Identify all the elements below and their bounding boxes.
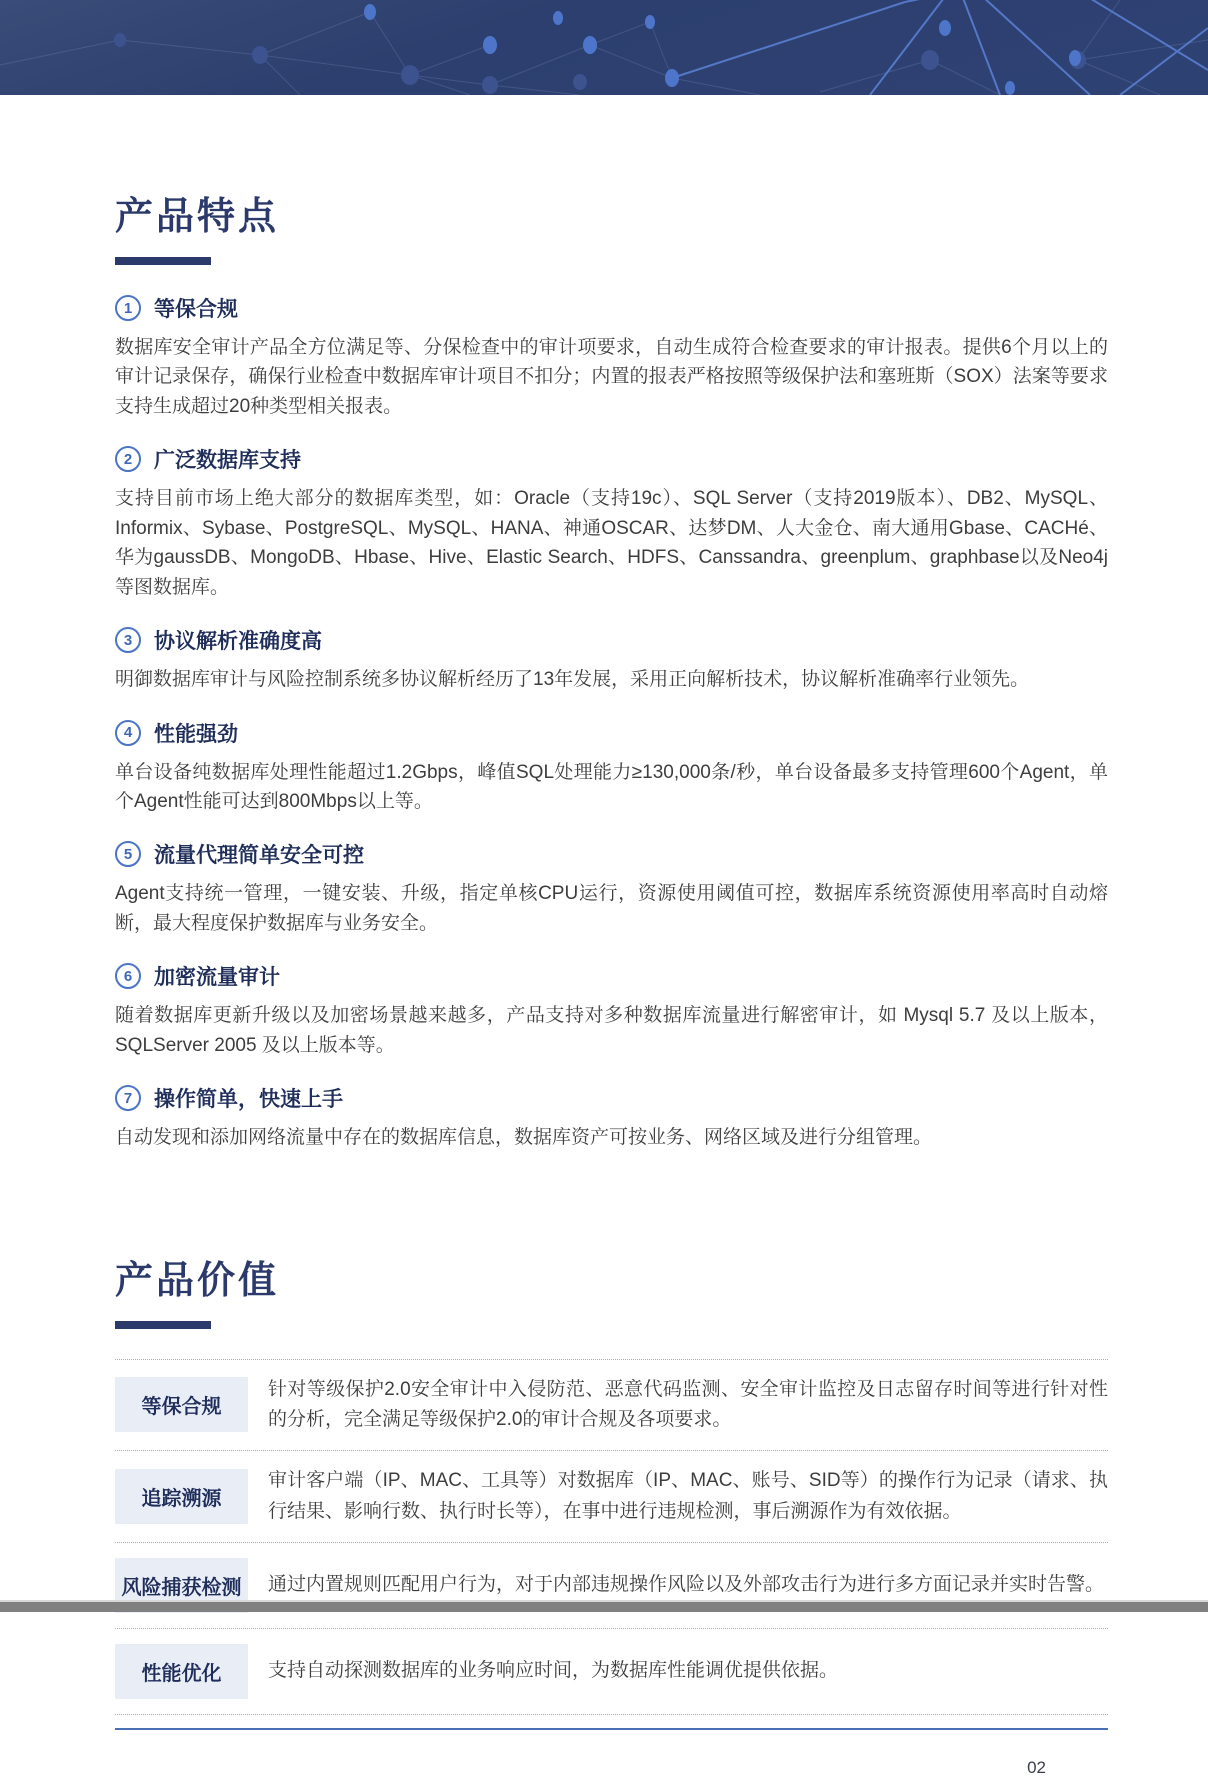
values-title-underline — [115, 1321, 211, 1329]
feature-heading — [115, 444, 1108, 474]
feature-heading — [115, 293, 1108, 323]
dotted-divider — [115, 1714, 1108, 1715]
values-table — [115, 1359, 1108, 1716]
feature-description: 数据库安全审计产品全方位满足等、分保检查中的审计项要求，自动生成符合检查要求的审计报表。提供6个月以上的审计记录保存，确保行业检查中数据库审计项目不扣分；内置的报表严格按照等级保护法和塞班斯（SOX）法案等要求支持生成超过20种类型相关报表。 — [115, 337, 1108, 417]
circled-number-icon: 2 — [115, 446, 141, 472]
value-row — [115, 1543, 1108, 1628]
feature-title: 等保合规 — [154, 298, 238, 321]
value-description: 针对等级保护2.0安全审计中入侵防范、恶意代码监测、安全审计监控及日志留存时间等进行针对性的分析，完全满足等级保护2.0的审计合规及各项要求。 — [268, 1378, 1108, 1430]
values-title: 产品价值 — [115, 1259, 280, 1302]
network-constellation-graphic — [0, 0, 1208, 95]
circled-number-icon: 5 — [115, 841, 141, 867]
value-label-badge: 等保合规 — [115, 1377, 248, 1432]
feature-title: 协议解析准确度高 — [154, 630, 322, 654]
bottom-rule — [115, 1728, 1108, 1730]
bottom-edge-strip — [0, 1600, 1208, 1612]
feature-title: 加密流量审计 — [154, 966, 280, 990]
value-row — [115, 1629, 1108, 1714]
feature-title: 性能强劲 — [154, 722, 238, 746]
feature-description: 支持目前市场上绝大部分的数据库类型，如：Oracle（支持19c）、SQL Server（支持2019版本）、DB2、MySQL、Informix、Sybase、PostgreSQL、MySQL、HANA、神通OSCAR、达梦DM、人大金仓、南大通用Gbase、CACHé、华为gaussDB、MongoDB、Hbase、Hive、Elastic Search、HDFS、Canssandra、greenplum、graphbase以及Neo4j等图数据库。 — [115, 488, 1108, 598]
feature-description: 随着数据库更新升级以及加密场景越来越多，产品支持对多种数据库流量进行解密审计，如 Mysql 5.7 及以上版本，SQLServer 2005 及以上版本等。 — [115, 1005, 1108, 1056]
value-label-badge: 性能优化 — [115, 1644, 248, 1699]
circled-number-icon: 3 — [115, 627, 141, 653]
feature-heading — [115, 1083, 1108, 1113]
feature-description: 明御数据库审计与风险控制系统多协议解析经历了13年发展，采用正向解析技术，协议解析准确率行业领先。 — [115, 669, 1030, 691]
feature-description: 单台设备纯数据库处理性能超过1.2Gbps，峰值SQL处理能力≥130,000条/秒，单台设备最多支持管理600个Agent，单个Agent性能可达到800Mbps以上等。 — [115, 761, 1108, 812]
feature-item — [115, 1083, 1108, 1152]
circled-number-icon: 6 — [115, 963, 141, 989]
header-banner — [0, 0, 1208, 95]
feature-title: 广泛数据库支持 — [154, 449, 301, 473]
feature-item — [115, 444, 1108, 602]
page-content — [0, 185, 1208, 1778]
value-description: 审计客户端（IP、MAC、工具等）对数据库（IP、MAC、账号、SID等）的操作行为记录（请求、执行结果、影响行数、执行时长等），在事中进行违规检测，事后溯源作为有效依据。 — [268, 1470, 1108, 1522]
feature-item — [115, 718, 1108, 817]
features-list — [115, 293, 1108, 1153]
circled-number-icon: 1 — [115, 295, 141, 321]
features-title: 产品特点 — [115, 196, 280, 238]
feature-heading — [115, 839, 1108, 869]
feature-description: 自动发现和添加网络流量中存在的数据库信息，数据库资产可按业务、网络区域及进行分组管理。 — [115, 1127, 933, 1149]
feature-item — [115, 625, 1108, 694]
feature-description: Agent支持统一管理，一键安装、升级，指定单核CPU运行，资源使用阈值可控，数据库系统资源使用率高时自动熔断，最大程度保护数据库与业务安全。 — [115, 883, 1108, 934]
circled-number-icon: 7 — [115, 1085, 141, 1111]
feature-title: 流量代理简单安全可控 — [154, 844, 364, 868]
page-number: 02 — [1027, 1758, 1046, 1778]
value-label-badge: 风险捕获检测 — [115, 1558, 248, 1613]
value-row — [115, 1360, 1108, 1451]
circled-number-icon: 4 — [115, 720, 141, 746]
value-description: 支持自动探测数据库的业务响应时间，为数据库性能调优提供依据。 — [268, 1660, 839, 1682]
features-title-underline — [115, 257, 211, 265]
feature-title: 操作简单，快速上手 — [154, 1088, 343, 1112]
values-block — [115, 1249, 1108, 1731]
feature-heading — [115, 625, 1108, 655]
feature-heading — [115, 718, 1108, 748]
value-label-badge: 追踪溯源 — [115, 1469, 248, 1524]
feature-item — [115, 839, 1108, 938]
value-description: 通过内置规则匹配用户行为，对于内部违规操作风险以及外部攻击行为进行多方面记录并实时告警。 — [268, 1574, 1105, 1596]
feature-item — [115, 293, 1108, 421]
feature-item — [115, 961, 1108, 1060]
feature-heading — [115, 961, 1108, 991]
value-row — [115, 1451, 1108, 1542]
